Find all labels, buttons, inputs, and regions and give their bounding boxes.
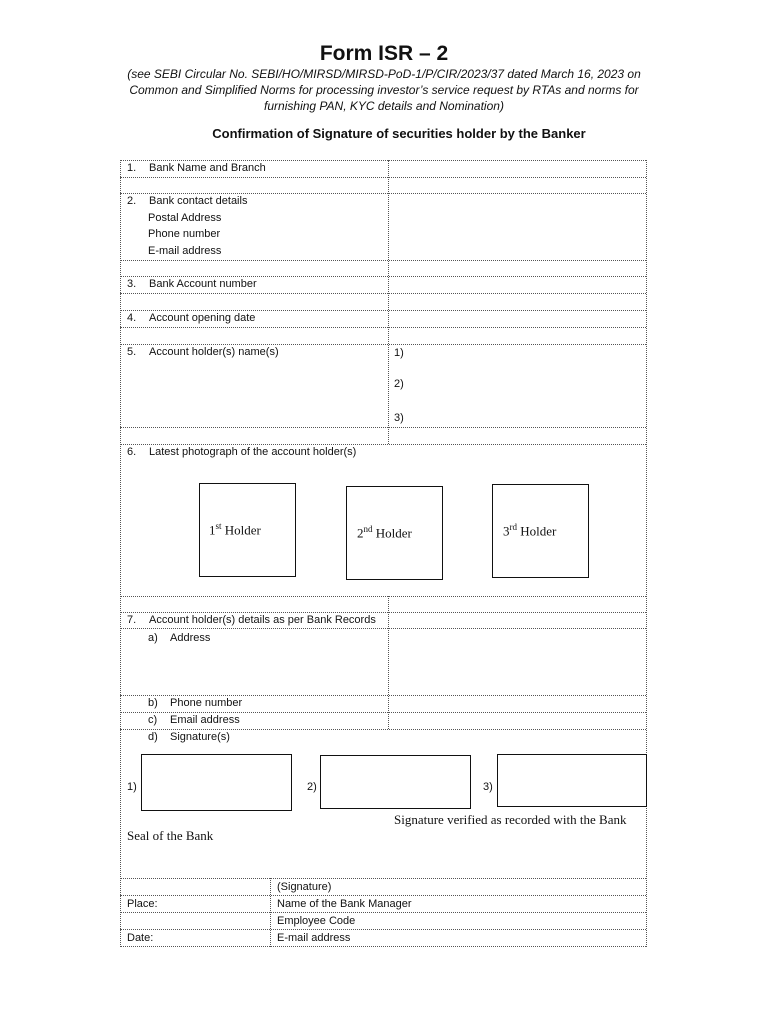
row-7a-label: a) Address xyxy=(148,632,211,644)
row-3-label: 3. Bank Account number xyxy=(127,278,257,290)
row-7d-label: d) Signature(s) xyxy=(148,731,230,743)
signature-2-label: 2) xyxy=(307,781,317,793)
employee-code-label: Employee Code xyxy=(277,915,356,927)
row-7b-label: b) Phone number xyxy=(148,697,243,709)
row-1-label: 1. Bank Name and Branch xyxy=(127,162,266,174)
photo-label-holder-3: 3rd Holder xyxy=(503,522,557,539)
row-7c-label: c) Email address xyxy=(148,714,240,726)
row-7-label: 7. Account holder(s) details as per Bank Records xyxy=(127,614,376,626)
holder-name-2[interactable]: 2) xyxy=(394,378,404,390)
signature-verified-text: Signature verified as recorded with the Bank xyxy=(394,812,627,827)
bank-manager-name-label: Name of the Bank Manager xyxy=(277,898,412,910)
bank-contact-field[interactable] xyxy=(389,194,645,259)
holder-name-3[interactable]: 3) xyxy=(394,412,404,424)
signature-3-label: 3) xyxy=(483,781,493,793)
place-label: Place: xyxy=(127,898,158,910)
manager-signature-label: (Signature) xyxy=(277,881,332,893)
account-opening-date-field[interactable] xyxy=(389,311,645,326)
photo-label-holder-2: 2nd Holder xyxy=(357,524,412,541)
postal-address-label: Postal Address xyxy=(148,212,222,224)
signature-1-label: 1) xyxy=(127,781,137,793)
holder-email-field[interactable] xyxy=(389,713,645,728)
row-2-label: 2. Bank contact details xyxy=(127,195,248,207)
date-label: Date: xyxy=(127,932,154,944)
signature-box-3[interactable] xyxy=(497,754,647,807)
row-6-label: 6. Latest photograph of the account holder(s) xyxy=(127,446,357,458)
seal-of-bank-text: Seal of the Bank xyxy=(127,828,214,843)
holder-address-field[interactable] xyxy=(389,629,645,694)
row-4-label: 4. Account opening date xyxy=(127,312,256,324)
row-5-label: 5. Account holder(s) name(s) xyxy=(127,346,279,358)
holder-phone-field[interactable] xyxy=(389,696,645,711)
phone-number-label: Phone number xyxy=(148,228,221,240)
form-subtitle: (see SEBI Circular No. SEBI/HO/MIRSD/MIRSD-PoD-1/P/CIR/2023/37 dated March 16, 2023 on Common and Simplified Norms for processing investor’s service request by RTAs and norms for furnishing PAN, KYC details and Nomination) xyxy=(127,67,641,113)
bank-account-number-field[interactable] xyxy=(389,277,645,292)
email-address-label: E-mail address xyxy=(148,245,222,257)
photo-label-holder-1: 1st Holder xyxy=(209,521,261,538)
signature-box-1[interactable] xyxy=(141,754,292,811)
signature-box-2[interactable] xyxy=(320,755,471,809)
form-title: Form ISR – 2 xyxy=(319,42,449,65)
manager-email-label: E-mail address xyxy=(277,932,351,944)
form-heading: Confirmation of Signature of securities holder by the Banker xyxy=(212,126,586,141)
bank-name-branch-field[interactable] xyxy=(389,161,645,176)
holder-name-1[interactable]: 1) xyxy=(394,347,404,359)
